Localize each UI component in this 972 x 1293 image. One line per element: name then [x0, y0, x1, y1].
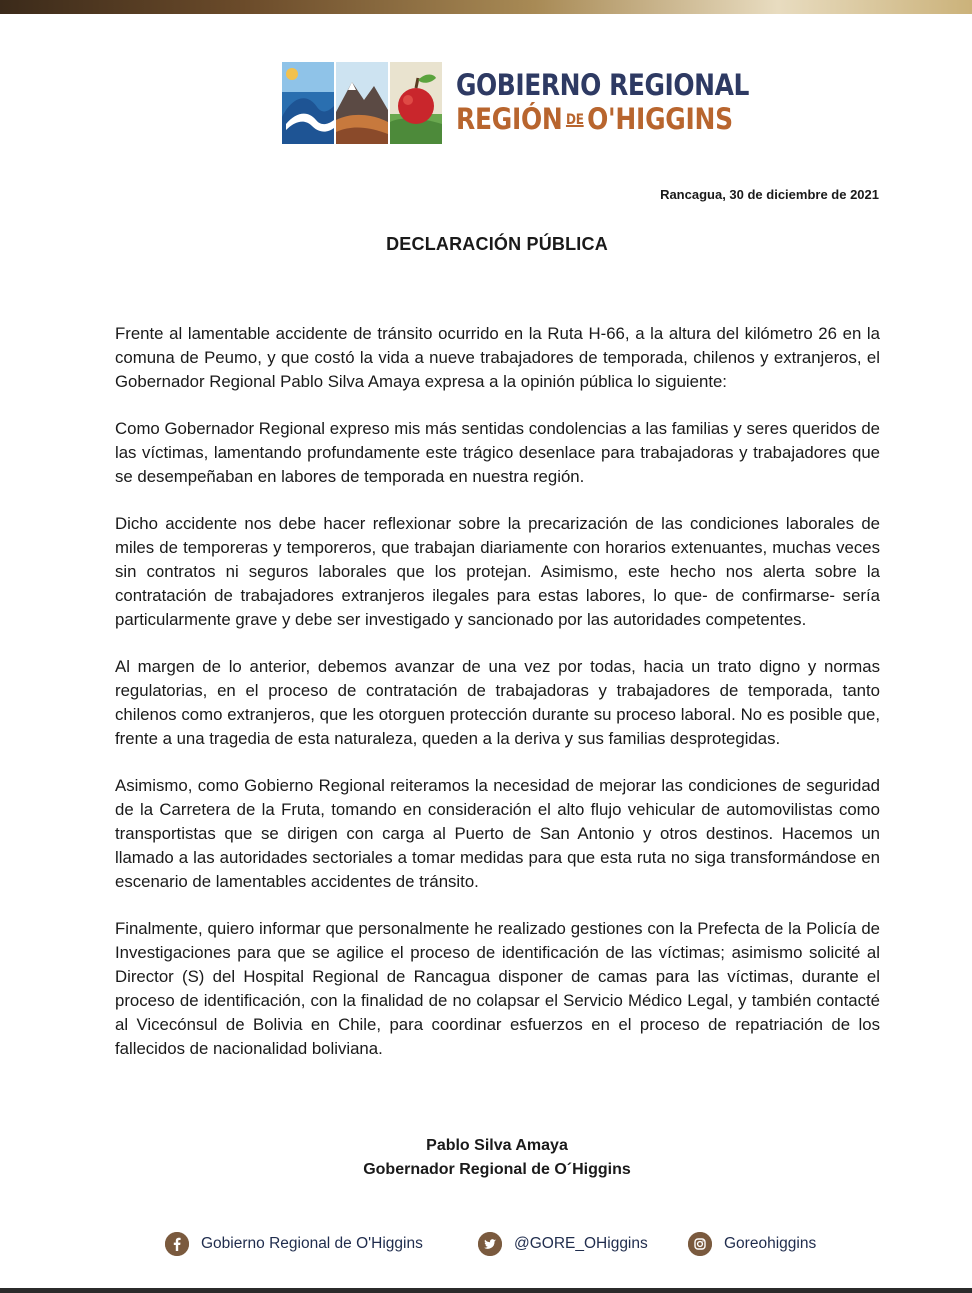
- logo-line-2-de: DE: [565, 112, 584, 128]
- instagram-link-text[interactable]: Goreohiggins: [724, 1235, 817, 1252]
- header-decorative-bar: [0, 0, 972, 14]
- paragraph-2: Como Gobernador Regional expreso mis más sentidas condolencias a las familias y seres queridos de las víctimas, lamentando profundamente este trágico desenlace para trabajadoras y trabajadores que se desempeñaban en labores de temporada en nuestra región.: [115, 419, 880, 486]
- paragraph-5: Asimismo, como Gobierno Regional reiteramos la necesidad de mejorar las condiciones de seguridad de la Carretera de la Fruta, tomando en consideración el alto flujo vehicular de automovilistas como transportistas que se dirigen con carga al Puerto de San Antonio y otros destinos. Hacemos un llamado a las autoridades sectoriales a tomar medidas para que esta ruta no siga transformándose en escenario de lamentables accidentes de tránsito.: [115, 776, 880, 891]
- logo-line-2-suffix: O'HIGGINS: [587, 102, 733, 136]
- document-body: [115, 322, 880, 1084]
- twitter-link-text[interactable]: @GORE_OHiggins: [514, 1235, 648, 1252]
- facebook-link-text[interactable]: Gobierno Regional de O'Higgins: [201, 1235, 423, 1252]
- document-date: Rancagua, 30 de diciembre de 2021: [660, 187, 879, 202]
- twitter-icon: [478, 1232, 502, 1256]
- signature-block: [0, 1134, 972, 1182]
- facebook-icon: [165, 1232, 189, 1256]
- logo-wordmark: [456, 68, 749, 137]
- logo-emblem-icon: [282, 62, 442, 144]
- bottom-edge-bar: [0, 1288, 972, 1293]
- gobierno-regional-logo: [282, 62, 749, 144]
- paragraph-6: Finalmente, quiero informar que personalmente he realizado gestiones con la Prefecta de la Policía de Investigaciones para que se agilice el proceso de identificación de las víctimas; asimismo solicité al Director (S) del Hospital Regional de Rancagua disponer de camas para las víctimas, durante el proceso de identificación, con la finalidad de no colapsar el Servicio Médico Legal, y también contacté al Vicecónsul de Bolivia en Chile, para coordinar esfuerzos en el proceso de repatriación de los fallecidos de nacionalidad boliviana.: [115, 919, 880, 1058]
- social-instagram[interactable]: [688, 1230, 816, 1258]
- logo-line-1: GOBIERNO REGIONAL: [456, 68, 749, 102]
- document-title: DECLARACIÓN PÚBLICA: [386, 234, 608, 254]
- signatory-role: Gobernador Regional de O´Higgins: [363, 1161, 631, 1178]
- instagram-icon: [688, 1232, 712, 1256]
- paragraph-4: Al margen de lo anterior, debemos avanzar de una vez por todas, hacia un trato digno y normas regulatorias, en el proceso de contratación de trabajadoras y trabajadores de temporada, tanto chilenos como extranjeros, que les otorguen protección durante su proceso laboral. No es posible que, frente a una tragedia de esta naturaleza, queden a la deriva y sus familias desprotegidas.: [115, 657, 880, 748]
- logo-line-2-prefix: REGIÓN: [456, 102, 563, 136]
- logo-line-2: [456, 102, 733, 137]
- signatory-name: Pablo Silva Amaya: [426, 1137, 568, 1154]
- paragraph-3: Dicho accidente nos debe hacer reflexionar sobre la precarización de las condiciones laborales de miles de temporeras y temporeros, que trabajan diariamente con horarios extenuantes, muchas veces sin contratos ni seguros laborales que los protejan. Asimismo, este hecho nos alerta sobre la contratación de trabajadores extranjeros ilegales para estas labores, lo que- de confirmarse- sería particularmente grave y debe ser investigado y sancionado por las autoridades competentes.: [115, 514, 880, 629]
- social-facebook[interactable]: [165, 1230, 423, 1258]
- paragraph-1: Frente al lamentable accidente de tránsito ocurrido en la Ruta H-66, a la altura del kilómetro 26 en la comuna de Peumo, y que costó la vida a nueve trabajadores de temporada, chilenos y extranjeros, el Gobernador Regional Pablo Silva Amaya expresa a la opinión pública lo siguiente:: [115, 324, 880, 391]
- social-twitter[interactable]: [478, 1230, 648, 1258]
